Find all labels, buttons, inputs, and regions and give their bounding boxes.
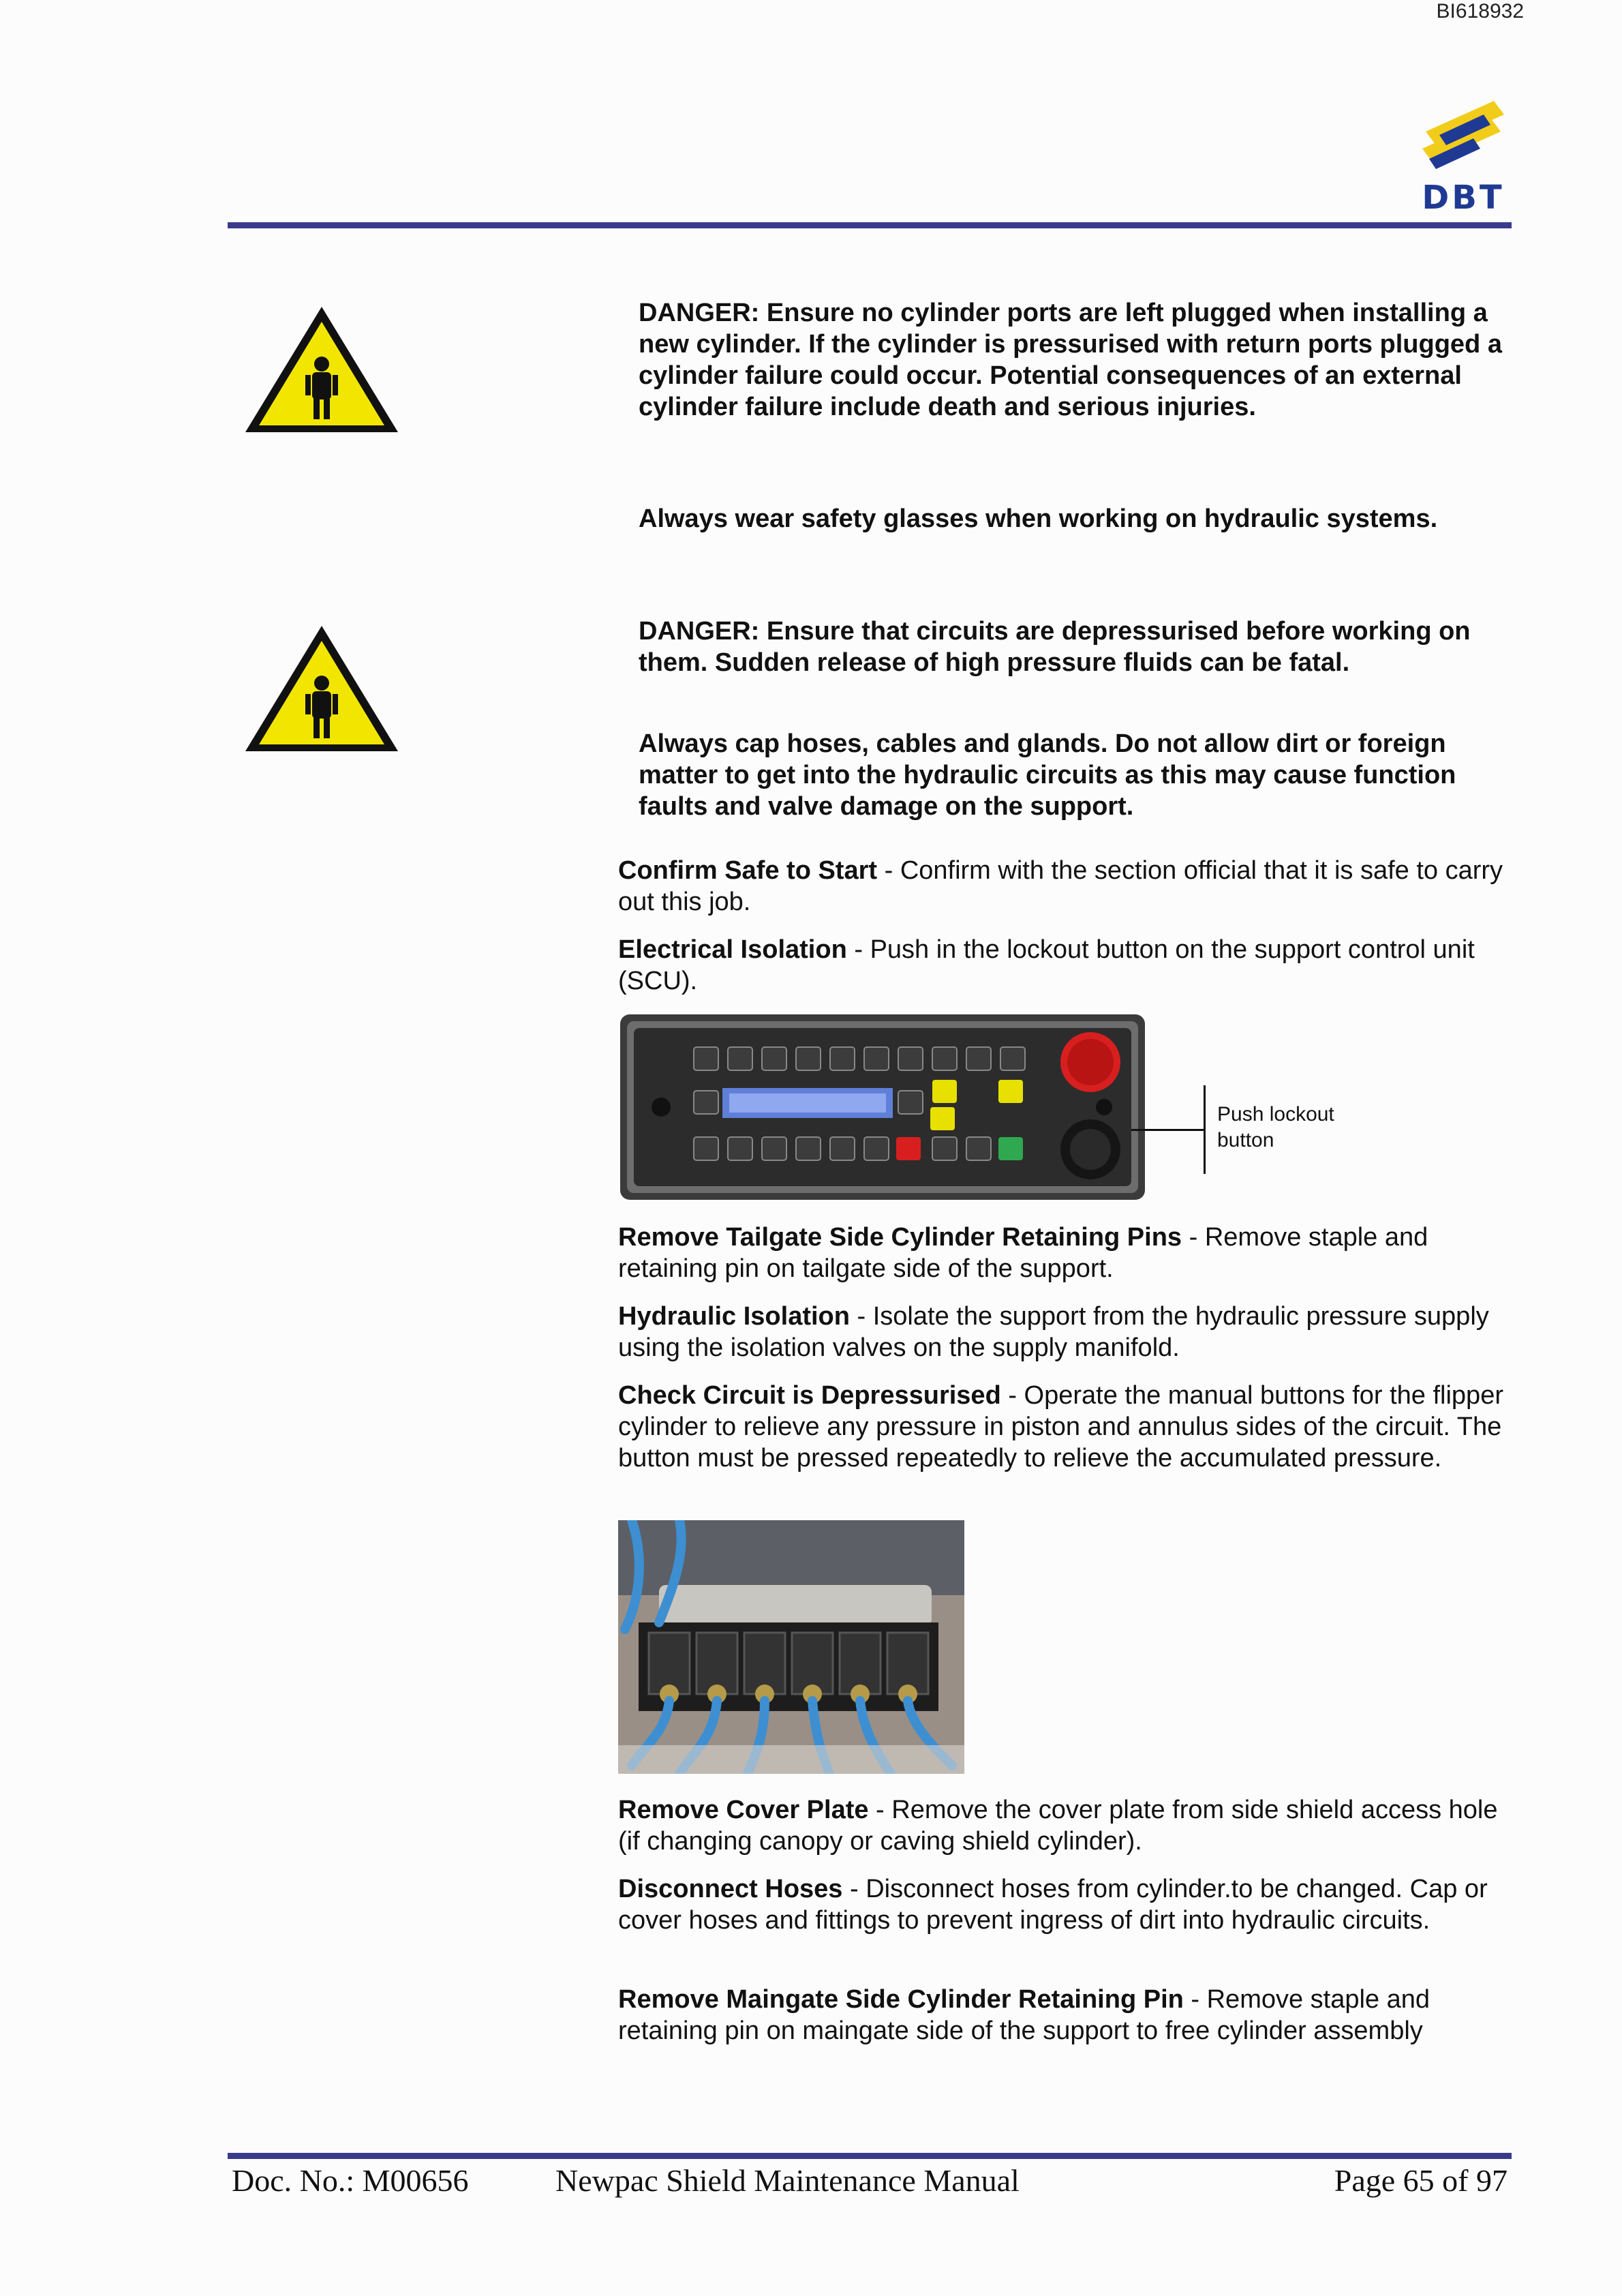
step-title: Hydraulic Isolation [618, 1302, 850, 1331]
step-remove-cover-plate [618, 1794, 1504, 1857]
step-electrical-isolation [618, 934, 1504, 997]
footer-rule [228, 2153, 1512, 2159]
hazard-person-icon [240, 301, 403, 438]
step-title: Check Circuit is Depressurised [618, 1381, 1001, 1410]
dbt-logo [1419, 94, 1508, 217]
scu-panel-photo [620, 1014, 1145, 1200]
callout-line [1131, 1129, 1205, 1131]
step-text: - Confirm with the section official that it is safe to carry out this job. [618, 856, 1503, 916]
cap-hoses-warning: Always cap hoses, cables and glands. Do not allow dirt or foreign matter to get into the hydraulic circuits as this may cause function faults and valve damage on the support. [639, 729, 1456, 821]
footer-doc-number: Doc. No.: M00656 [232, 2163, 469, 2198]
footer-manual-title: Newpac Shield Maintenance Manual [555, 2163, 1020, 2198]
safety-glasses-warning: Always wear safety glasses when working on hydraulic systems. [639, 504, 1438, 533]
step-title: Disconnect Hoses [618, 1875, 843, 1903]
step-text: - Push in the lockout button on the support control unit (SCU). [618, 935, 1475, 995]
dbt-logo-mark [1419, 94, 1508, 176]
step-disconnect-hoses [618, 1873, 1504, 1936]
step-title: Confirm Safe to Start [618, 856, 878, 885]
document-code: BI618932 [1436, 0, 1524, 22]
step-text: - Disconnect hoses from cylinder.to be changed. Cap or cover hoses and fittings to prevent ingress of dirt into hydraulic circuits. [618, 1875, 1488, 1935]
valve-manifold-photo [618, 1520, 964, 1774]
footer-page-number: Page 65 of 97 [1334, 2163, 1508, 2198]
step-text: - Remove the cover plate from side shield access hole (if changing canopy or caving shield cylinder). [618, 1796, 1498, 1856]
callout-line-1: Push lockout [1217, 1103, 1334, 1126]
step-check-depressurised [618, 1380, 1504, 1474]
step-confirm-safe [618, 855, 1504, 918]
callout-line-2: button [1217, 1129, 1274, 1151]
step-title: Electrical Isolation [618, 935, 847, 964]
push-lockout-callout [1217, 1102, 1334, 1153]
step-title: Remove Maingate Side Cylinder Retaining Pin [618, 1985, 1184, 2014]
danger-plugged-ports-warning: DANGER: Ensure no cylinder ports are left plugged when installing a new cylinder. If the cylinder is pressurised with return ports plugged a cylinder failure could occur. Potential consequences of an external cylinder failure include death and serious injuries. [639, 299, 1502, 421]
header-rule [228, 222, 1512, 228]
step-hydraulic-isolation [618, 1301, 1504, 1363]
step-title: Remove Cover Plate [618, 1796, 869, 1824]
logo-text: DBT [1422, 179, 1505, 217]
step-text: - Isolate the support from the hydraulic pressure supply using the isolation valves on the supply manifold. [618, 1302, 1489, 1362]
hazard-person-icon [240, 620, 403, 757]
danger-depressurise-warning: DANGER: Ensure that circuits are depressurised before working on them. Sudden release of high pressure fluids can be fatal. [639, 617, 1471, 677]
step-text: - Remove staple and retaining pin on tailgate side of the support. [618, 1223, 1428, 1283]
step-remove-maingate-pin [618, 1984, 1504, 2046]
step-title: Remove Tailgate Side Cylinder Retaining Pins [618, 1223, 1182, 1252]
step-remove-tailgate-pins [618, 1222, 1504, 1284]
step-text: - Remove staple and retaining pin on maingate side of the support to free cylinder assembly [618, 1985, 1430, 2045]
step-text: - Operate the manual buttons for the flipper cylinder to relieve any pressure in piston and annulus sides of the circuit. The button must be pressed repeatedly to relieve the accumulated pressure. [618, 1381, 1503, 1472]
